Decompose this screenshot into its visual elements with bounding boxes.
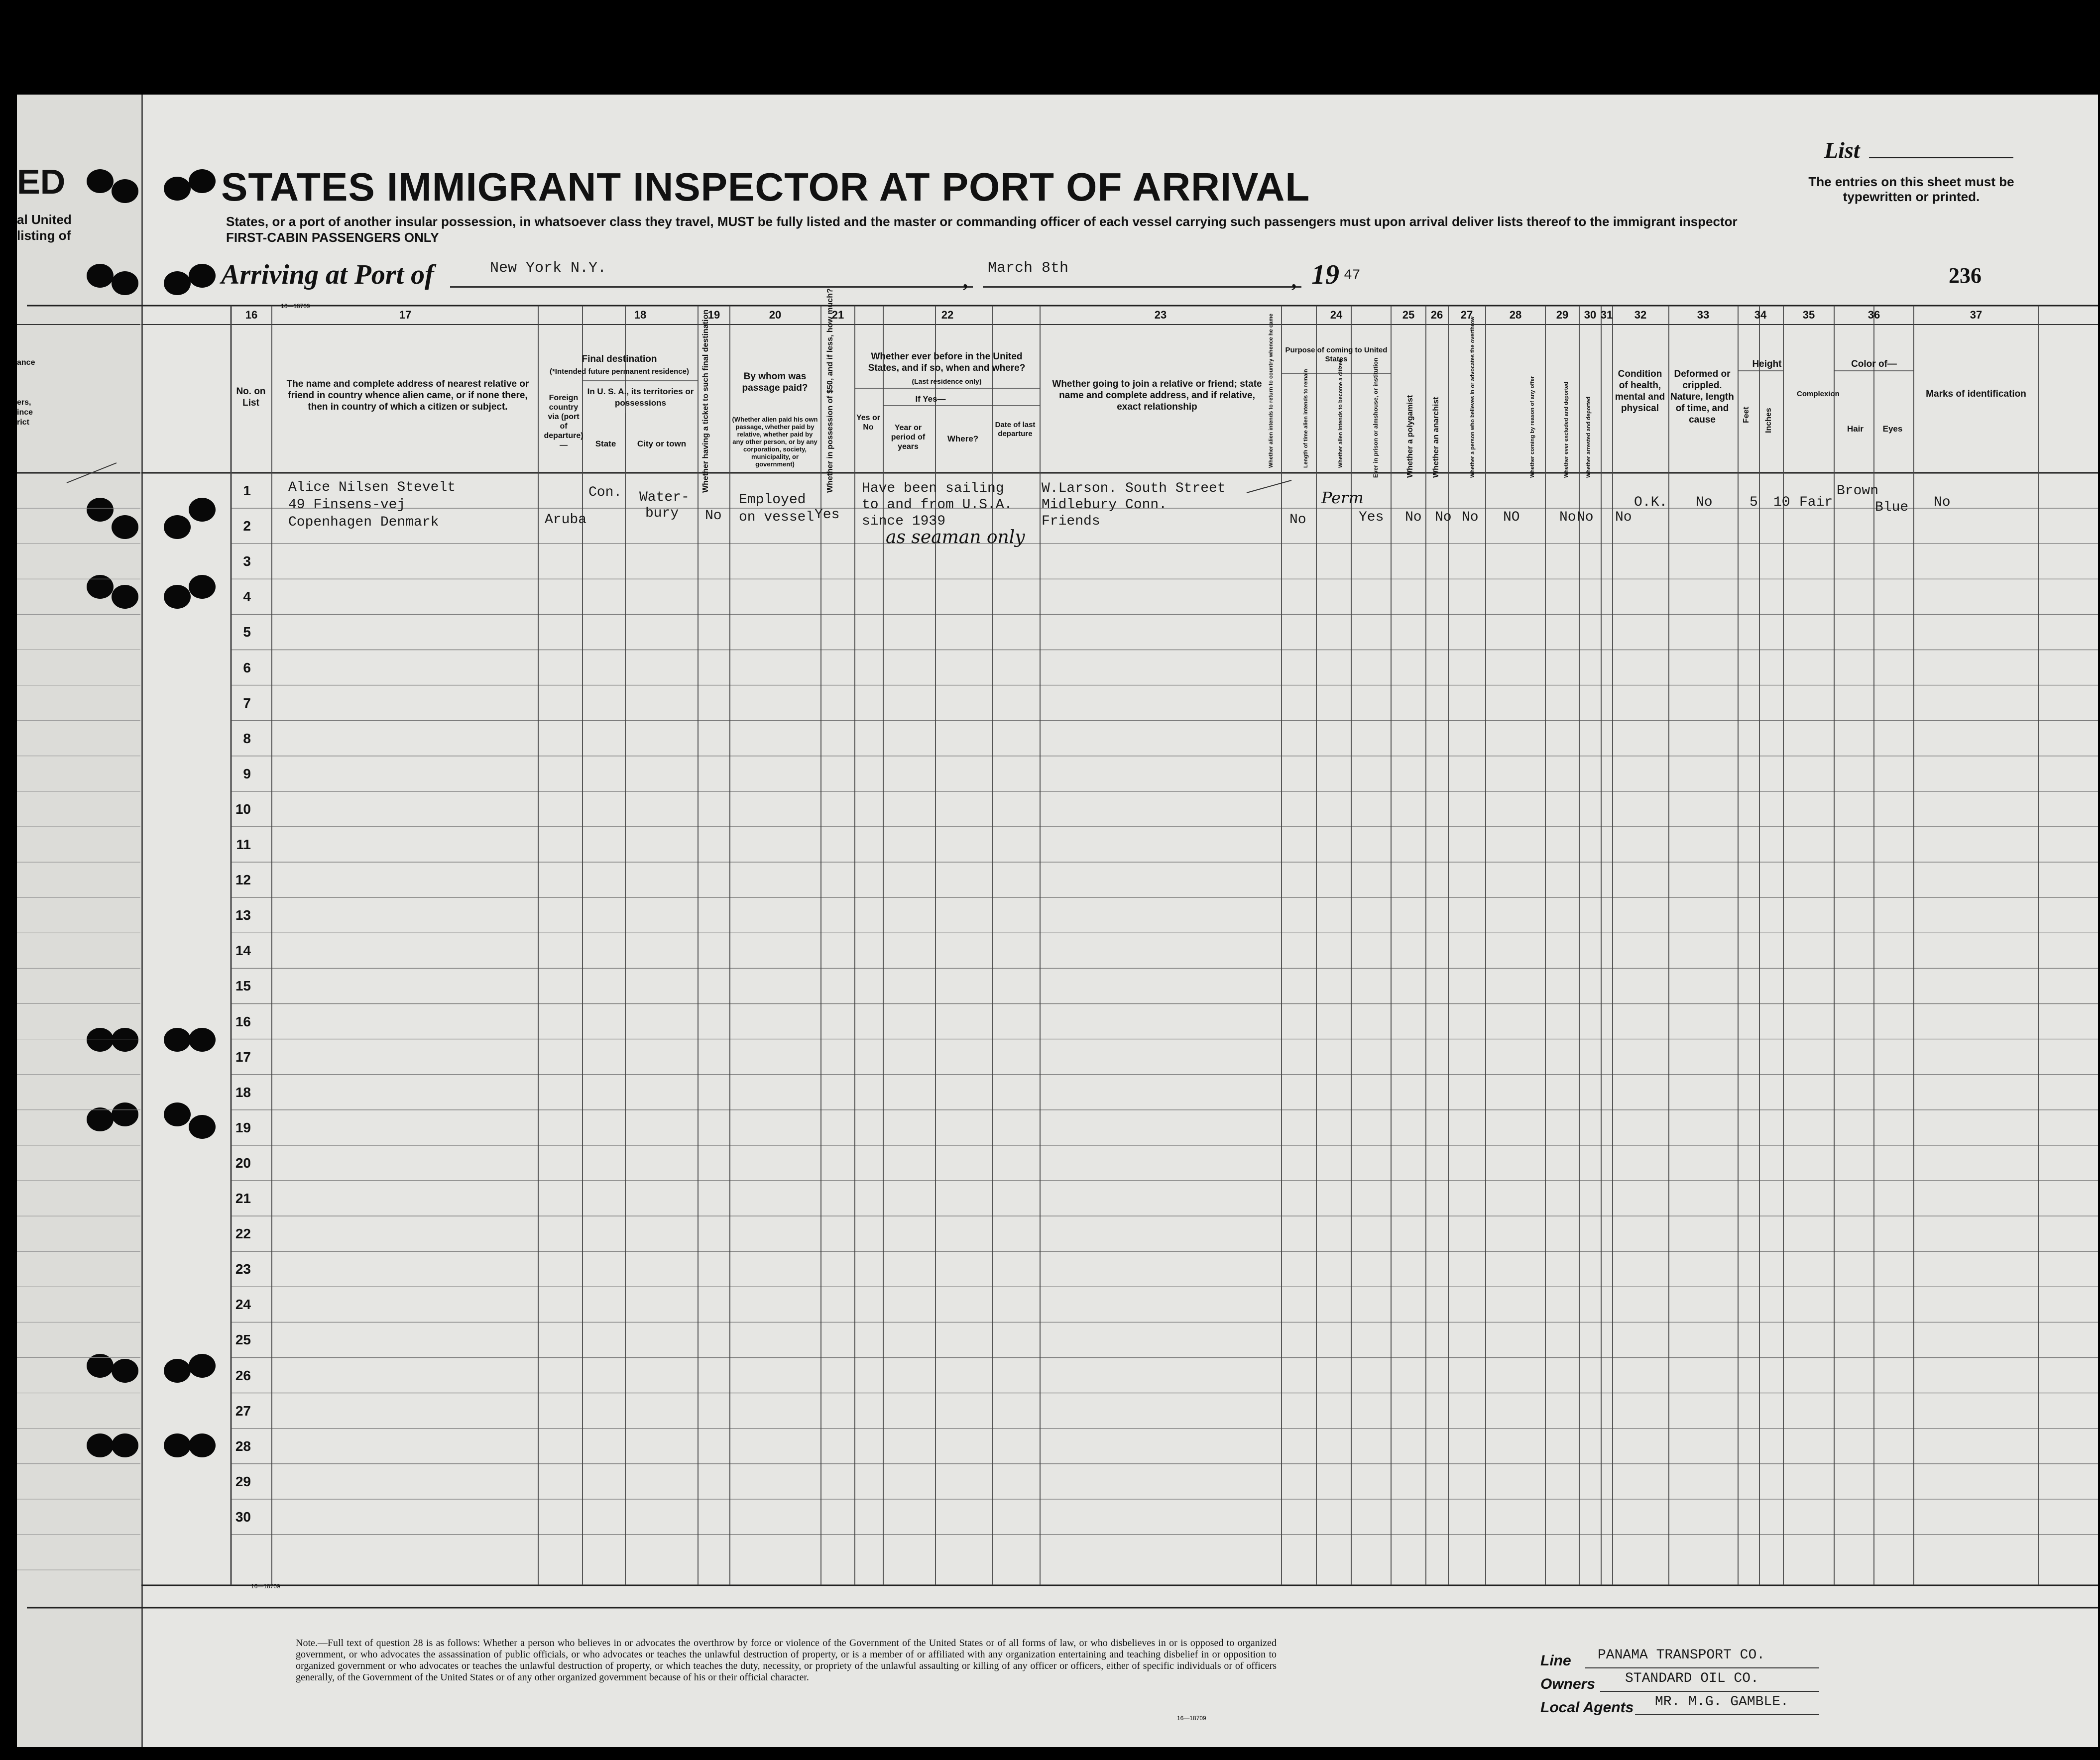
column-number: 29 xyxy=(1556,309,1569,321)
line-value: PANAMA TRANSPORT CO. xyxy=(1598,1648,1765,1663)
feet-value: 5 xyxy=(1750,495,1758,510)
before-value: Have been sailing xyxy=(862,481,1004,496)
arriving-label: Arriving at Port of xyxy=(221,259,434,290)
row-number: 1 xyxy=(243,483,251,498)
left-strip-header: ince xyxy=(17,408,33,417)
header-arrested: Whether arrested and deported xyxy=(1586,396,1592,478)
row-number: 24 xyxy=(235,1297,251,1313)
header-relative: The name and complete address of nearest relative or friend in country whence alien came, or if none there, then in country of which a citizen or subject. xyxy=(286,379,529,412)
instructions-line: States, or a port of another insular possession, in whatsoever class they travel, MUST be fully listed and the master or commanding officer of each vessel carrying such passengers must upon arrival deliver lists thereof to the immigrant inspector xyxy=(226,214,1738,229)
column-number: 20 xyxy=(769,309,782,321)
join-value: Midlebury Conn. xyxy=(1042,497,1167,513)
eyes-value: Blue xyxy=(1875,500,1909,515)
header-before-in-us: Whether ever before in the United States, and if so, when and where? xyxy=(868,351,1026,373)
header-money: Whether in possession of $50, and if less, how much? xyxy=(826,288,834,493)
row-number: 13 xyxy=(235,907,251,923)
inches-value: 10 xyxy=(1773,495,1790,510)
row-number: 6 xyxy=(243,660,251,675)
list-number-line xyxy=(1869,157,2013,158)
foreign-port: Aruba xyxy=(545,512,587,528)
health-value: O.K. xyxy=(1634,495,1668,510)
row-number: 12 xyxy=(235,872,251,888)
row-number: 17 xyxy=(235,1049,251,1065)
row-number: 2 xyxy=(243,518,251,534)
year-prefix: 19 xyxy=(1311,259,1339,290)
header-final-destination: Final destination xyxy=(582,354,657,364)
header-if-yes: If Yes— xyxy=(915,394,946,404)
header-eyes: Eyes xyxy=(1882,424,1903,434)
row-number: 15 xyxy=(235,978,251,994)
header-passage: By whom was passage paid? xyxy=(742,371,808,393)
footer-form-code: 16—18709 xyxy=(1177,1715,1206,1722)
purpose-length-handwritten: Perm xyxy=(1321,488,1364,507)
left-strip-title: ED xyxy=(17,162,66,201)
left-strip-header: rict xyxy=(17,418,29,427)
left-strip-header: ance xyxy=(17,358,35,367)
header-in-usa: In U. S. A., its territories or possessions xyxy=(587,387,694,408)
pen-stroke xyxy=(1247,480,1291,493)
sheet-number: 236 xyxy=(1949,263,1982,288)
header-final-destination-note: (*Intended future permanent residence) xyxy=(549,367,690,376)
header-city: City or town xyxy=(637,439,687,448)
arrested-value: No xyxy=(1615,510,1632,525)
row-number: 23 xyxy=(235,1261,251,1277)
row-number: 16 xyxy=(235,1013,251,1029)
passage-value: on vessel xyxy=(739,510,815,525)
header-state: State xyxy=(595,439,616,448)
grid-form-code: 16—18709 xyxy=(251,1583,280,1590)
money-value: Yes xyxy=(815,507,840,523)
header-inches: Inches xyxy=(1764,408,1773,433)
column-number: 16 xyxy=(245,309,258,321)
header-feet: Feet xyxy=(1742,407,1750,423)
column-number: 36 xyxy=(1867,309,1880,321)
ticket-value: No xyxy=(705,508,722,524)
header-polygamist: Whether a polygamist xyxy=(1406,395,1414,478)
row-number: 25 xyxy=(235,1332,251,1348)
row-number: 11 xyxy=(236,837,251,852)
relative-street: 49 Finsens-vej xyxy=(288,497,406,513)
header-complexion: Complexion xyxy=(1797,390,1840,398)
question-28-note: Note.—Full text of question 28 is as follows: Whether a person who believes in or advocates the overthrow by force or violence of the Government of the United States or of all forms of law, or who disbelieves in or is opposed to organized government, or who advocates the assassination of public officials, or who advocates or teaches the unlawful destruction of property, or is a member of or affiliated with any organization entertaining and teaching disbelief in or opposition to organized government or who advocates or teaches the unlawful destruction of property, or which teaches the duty, necessity, or propriety of the unlawful assaulting or killing of any officer or officers, either of specific individuals or of officers generally, of the Government of the United States or of any other organized government because of his or their official character. xyxy=(296,1638,1277,1683)
manifest-sheet xyxy=(17,95,2098,1747)
row-number: 18 xyxy=(235,1084,251,1100)
header-purpose-length: Length of time alien intends to remain xyxy=(1303,369,1309,468)
row-number: 28 xyxy=(235,1438,251,1454)
form-code: 16—18709 xyxy=(281,303,310,310)
column-number: 24 xyxy=(1330,309,1343,321)
before-value: to and from U.S.A. xyxy=(862,497,1013,513)
header-health: Condition of health, mental and physical xyxy=(1615,369,1665,414)
overthrow-value: NO xyxy=(1503,510,1520,525)
join-value: Friends xyxy=(1042,514,1100,529)
header-prison: Ever in prison or almshouse, or institution xyxy=(1372,357,1379,478)
header-yes-or-no: Yes or No xyxy=(856,414,881,432)
header-purpose-return: Whether alien intends to return to country whence he came xyxy=(1268,314,1274,468)
owners-label: Owners xyxy=(1540,1676,1596,1692)
row-number: 27 xyxy=(235,1403,251,1419)
purpose-citizen-value: Yes xyxy=(1359,510,1384,525)
column-number: 32 xyxy=(1634,309,1647,321)
anarchist-value: No xyxy=(1462,510,1479,525)
agents-label: Local Agents xyxy=(1540,1699,1634,1716)
row-number: 19 xyxy=(235,1119,251,1135)
header-deformed: Deformed or crippled. Nature, length of time, and cause xyxy=(1670,369,1734,425)
row-number: 4 xyxy=(243,589,251,605)
passage-value: Employed xyxy=(739,492,806,508)
column-number: 28 xyxy=(1509,309,1522,321)
header-marks: Marks of identification xyxy=(1926,389,2026,399)
column-number: 26 xyxy=(1430,309,1443,321)
ruled-grid xyxy=(17,95,2098,1747)
complexion-value: Fair xyxy=(1799,495,1833,510)
header-color-of: Color of— xyxy=(1851,359,1897,369)
column-number: 34 xyxy=(1754,309,1767,321)
column-number: 18 xyxy=(634,309,647,321)
column-number: 31 xyxy=(1600,309,1613,321)
left-strip-header: ers, xyxy=(17,398,31,407)
excluded-value: No xyxy=(1577,510,1594,525)
row-number: 26 xyxy=(235,1367,251,1383)
column-number: 37 xyxy=(1970,309,1983,321)
line-label: Line xyxy=(1540,1652,1571,1669)
agents-value: MR. M.G. GAMBLE. xyxy=(1655,1694,1789,1710)
left-strip-line: listing of xyxy=(17,228,71,243)
before-handwritten: as seaman only xyxy=(886,527,1025,548)
state-value: Con. xyxy=(588,485,622,500)
header-height: Height xyxy=(1752,359,1782,369)
column-number: 22 xyxy=(941,309,954,321)
port-line xyxy=(450,286,973,288)
header-no-on-list: No. on List xyxy=(236,386,266,408)
prison-value: No xyxy=(1405,510,1422,525)
date-line xyxy=(983,286,1301,288)
left-strip-line: al United xyxy=(17,212,72,227)
column-number: 25 xyxy=(1402,309,1415,321)
row-number: 22 xyxy=(235,1226,251,1242)
row-number: 29 xyxy=(235,1473,251,1489)
typewritten-notice: The entries on this sheet must be typewritten or printed. xyxy=(1808,174,2014,204)
deformed-value: No xyxy=(1696,495,1713,510)
line-underline xyxy=(1585,1667,1819,1668)
row-number: 14 xyxy=(235,943,251,959)
header-hair: Hair xyxy=(1847,424,1864,434)
header-date-departure: Date of last departure xyxy=(995,421,1036,438)
row-number: 7 xyxy=(243,695,251,711)
column-number: 21 xyxy=(831,309,844,321)
header-where: Where? xyxy=(947,434,979,443)
column-number: 30 xyxy=(1584,309,1597,321)
header-join-relative: Whether going to join a relative or friend; state name and complete address, and if relative, exact relationship xyxy=(1052,379,1262,412)
header-excluded: Whether ever excluded and deported xyxy=(1563,381,1569,478)
row-number: 9 xyxy=(243,766,251,781)
before-value: since 1939 xyxy=(862,514,946,529)
column-number: 19 xyxy=(707,309,720,321)
header-offer: Whether coming by reason of any offer xyxy=(1529,376,1535,478)
header-overthrow: Whether a person who believes in or advocates the overthrow xyxy=(1470,317,1476,478)
row-number: 20 xyxy=(235,1155,251,1171)
city-value: bury xyxy=(645,506,679,521)
owners-value: STANDARD OIL CO. xyxy=(1625,1671,1759,1686)
header-before-note: (Last residence only) xyxy=(912,377,982,385)
header-purpose-citizen: Whether alien intends to become a citizen xyxy=(1338,359,1344,468)
header-year: Year or period of years xyxy=(891,424,926,451)
column-number: 33 xyxy=(1697,309,1710,321)
city-value: Water- xyxy=(639,490,690,505)
header-foreign-country: Foreign country via (port of departure)— xyxy=(544,394,583,449)
date-value: March 8th xyxy=(988,260,1069,277)
page-title: STATES IMMIGRANT INSPECTOR AT PORT OF ARRIVAL xyxy=(221,165,1310,209)
agents-underline xyxy=(1635,1714,1819,1715)
column-number: 35 xyxy=(1802,309,1815,321)
relative-name: Alice Nilsen Stevelt xyxy=(288,480,456,495)
row-number: 3 xyxy=(243,553,251,569)
passenger-class: FIRST-CABIN PASSENGERS ONLY xyxy=(226,230,439,245)
polygamist-value: No xyxy=(1435,510,1452,525)
year-value: 47 xyxy=(1344,268,1361,283)
header-passage-note: (Whether alien paid his own passage, whether paid by relative, whether paid by any other person, or by any corporation, society, municipality, or government) xyxy=(732,416,818,468)
column-number: 17 xyxy=(399,309,412,321)
relative-city: Copenhagen Denmark xyxy=(288,515,439,530)
row-number: 30 xyxy=(235,1509,251,1525)
hair-value: Brown xyxy=(1837,483,1879,499)
row-number: 8 xyxy=(243,730,251,746)
marks-value: No xyxy=(1934,495,1951,510)
row-number: 21 xyxy=(235,1191,251,1206)
comma: , xyxy=(963,269,968,292)
port-value: New York N.Y. xyxy=(490,260,607,277)
purpose-return-value: No xyxy=(1289,512,1306,528)
column-number: 27 xyxy=(1460,309,1473,321)
column-number: 23 xyxy=(1154,309,1167,321)
row-number: 5 xyxy=(243,624,251,640)
row-number: 10 xyxy=(235,801,251,817)
header-purpose: Purpose of coming to United States xyxy=(1285,346,1388,363)
header-ticket: Whether having a ticket to such final destination xyxy=(701,309,710,493)
join-value: W.Larson. South Street xyxy=(1042,481,1226,496)
list-label: List xyxy=(1824,137,1860,163)
offer-value: No xyxy=(1559,510,1576,525)
header-anarchist: Whether an anarchist xyxy=(1432,397,1440,478)
comma: , xyxy=(1291,269,1296,292)
owners-underline xyxy=(1600,1691,1819,1692)
